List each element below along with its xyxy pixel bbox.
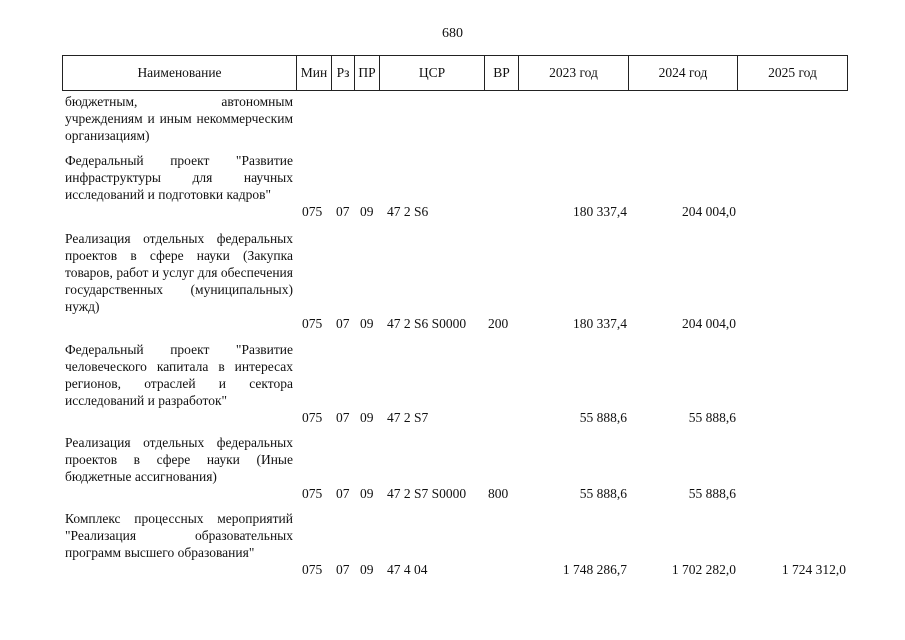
row-y2024: 1 702 282,0	[671, 562, 736, 577]
row-rz: 07	[336, 486, 350, 501]
row-y2024: 55 888,6	[688, 486, 736, 501]
row-y2024: 204 004,0	[682, 316, 736, 331]
row-min: 075	[302, 204, 323, 219]
row-y2023: 180 337,4	[573, 204, 627, 219]
table-header	[62, 55, 848, 91]
row-rz: 07	[336, 562, 350, 577]
row-y2023: 55 888,6	[579, 486, 627, 501]
row-min: 075	[302, 486, 323, 501]
row-pr: 09	[360, 562, 374, 577]
header-pr: ПР	[355, 56, 380, 90]
row-name: Реализация отдельных федеральных проектов в сфере науки (Закупка товаров, работ и услуг для обеспечения государственных (муниципальных) нужд)	[65, 231, 293, 314]
header-vr: ВР	[485, 56, 519, 90]
row-pr: 09	[360, 204, 374, 219]
header-csr: ЦСР	[380, 56, 485, 90]
page-number: 680	[442, 26, 463, 41]
row-vr: 800	[488, 486, 509, 501]
row-csr: 47 2 S7 S0000	[387, 486, 467, 501]
row-rz: 07	[336, 316, 350, 331]
row-min: 075	[302, 410, 323, 425]
row-rz: 07	[336, 204, 350, 219]
row-min: 075	[302, 316, 323, 331]
row-y2023: 55 888,6	[579, 410, 627, 425]
row-pr: 09	[360, 486, 374, 501]
header-y2024: 2024 год	[629, 56, 738, 90]
header-y2025: 2025 год	[768, 65, 817, 80]
header-min: Мин	[297, 56, 332, 90]
header-y2023: 2023 год	[519, 56, 629, 90]
row-csr: 47 4 04	[387, 562, 428, 577]
row-name: Федеральный проект "Развитие инфраструктуры для научных исследований и подготовки кадров"	[65, 153, 293, 202]
row-name: бюджетным, автономным учреждениям и иным некоммерческим организациям)	[65, 94, 293, 143]
row-vr: 200	[488, 316, 509, 331]
row-y2024: 204 004,0	[682, 204, 736, 219]
row-y2024: 55 888,6	[688, 410, 736, 425]
row-pr: 09	[360, 316, 374, 331]
row-csr: 47 2 S6	[387, 204, 429, 219]
header-rz: Рз	[332, 56, 355, 90]
row-name: Реализация отдельных федеральных проектов в сфере науки (Иные бюджетные ассигнования)	[65, 435, 293, 484]
row-name: Комплекс процессных мероприятий "Реализация образовательных программ высшего образования"	[65, 511, 293, 560]
row-rz: 07	[336, 410, 350, 425]
row-y2023: 180 337,4	[573, 316, 627, 331]
row-y2023: 1 748 286,7	[562, 562, 627, 577]
row-csr: 47 2 S6 S0000	[387, 316, 467, 331]
row-y2025: 1 724 312,0	[781, 562, 846, 577]
header-name: Наименование	[63, 56, 297, 90]
row-min: 075	[302, 562, 323, 577]
row-csr: 47 2 S7	[387, 410, 429, 425]
row-pr: 09	[360, 410, 374, 425]
row-name: Федеральный проект "Развитие человеческого капитала в интересах регионов, отраслей и сектора исследований и разработок"	[65, 342, 293, 408]
